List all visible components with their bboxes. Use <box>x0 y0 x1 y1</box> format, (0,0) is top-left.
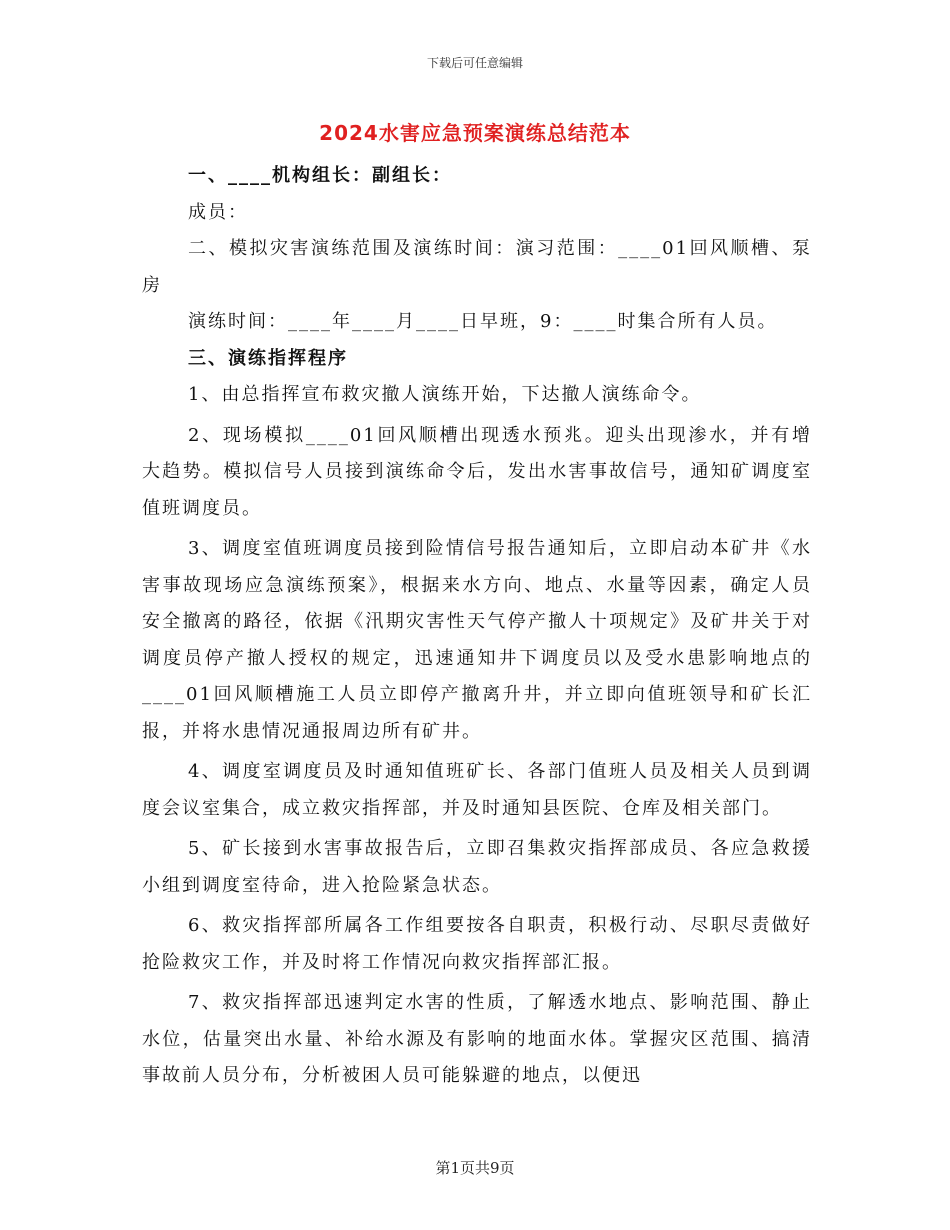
paragraph-step-3: 3、调度室值班调度员接到险情信号报告通知后，立即启动本矿井《水害事故现场应急演练预案》，根据来水方向、地点、水量等因素，确定人员安全撤离的路径，依据《汛期灾害性天气停产撤人十项规定》及矿井关于对调度员停产撤人授权的规定，迅速通知井下调度员以及受水患影响地点的____01回风顺槽施工人员立即停产撤离升井，并立即向值班领导和矿长汇报，并将水患情况通报周边所有矿井。 <box>142 538 812 742</box>
section-3-heading: 三、演练指挥程序 <box>188 347 348 369</box>
paragraph-step-5: 5、矿长接到水害事故报告后，立即召集救灾指挥部成员、各应急救援小组到调度室待命，进入抢险紧急状态。 <box>142 838 812 896</box>
section-1-heading: 一、____机构组长：副组长： <box>188 165 452 186</box>
document-body <box>142 158 812 1095</box>
paragraph-step-2: 2、现场模拟____01回风顺槽出现透水预兆。迎头出现渗水，并有增大趋势。模拟信号人员接到演练命令后，发出水害事故信号，通知矿调度室值班调度员。 <box>142 424 812 519</box>
page-number: 第1页共9页 <box>435 1159 515 1177</box>
paragraph-step-6: 6、救灾指挥部所属各工作组要按各自职责，积极行动、尽职尽责做好抢险救灾工作，并及时将工作情况向救灾指挥部汇报。 <box>142 915 812 973</box>
section-2-heading: 二、模拟灾害演练范围及演练时间：演习范围：____01回风顺槽、泵房 <box>142 238 812 296</box>
header-note: 下载后可任意编辑 <box>426 56 523 70</box>
paragraph-step-1: 1、由总指挥宣布救灾撤人演练开始，下达撤人演练命令。 <box>188 384 702 405</box>
paragraph-step-7: 7、救灾指挥部迅速判定水害的性质，了解透水地点、影响范围、静止水位，估量突出水量、补给水源及有影响的地面水体。掌握灾区范围、搞清事故前人员分布，分析被困人员可能躲避的地点，以便迅 <box>142 992 812 1086</box>
paragraph-step-4: 4、调度室调度员及时通知值班矿长、各部门值班人员及相关人员到调度会议室集合，成立救灾指挥部，并及时通知县医院、仓库及相关部门。 <box>142 761 812 819</box>
paragraph-drill-time: 演练时间：____年____月____日早班，9：____时集合所有人员。 <box>188 311 778 332</box>
document-title: 2024水害应急预案演练总结范本 <box>319 121 631 145</box>
paragraph-members: 成员： <box>188 201 248 223</box>
